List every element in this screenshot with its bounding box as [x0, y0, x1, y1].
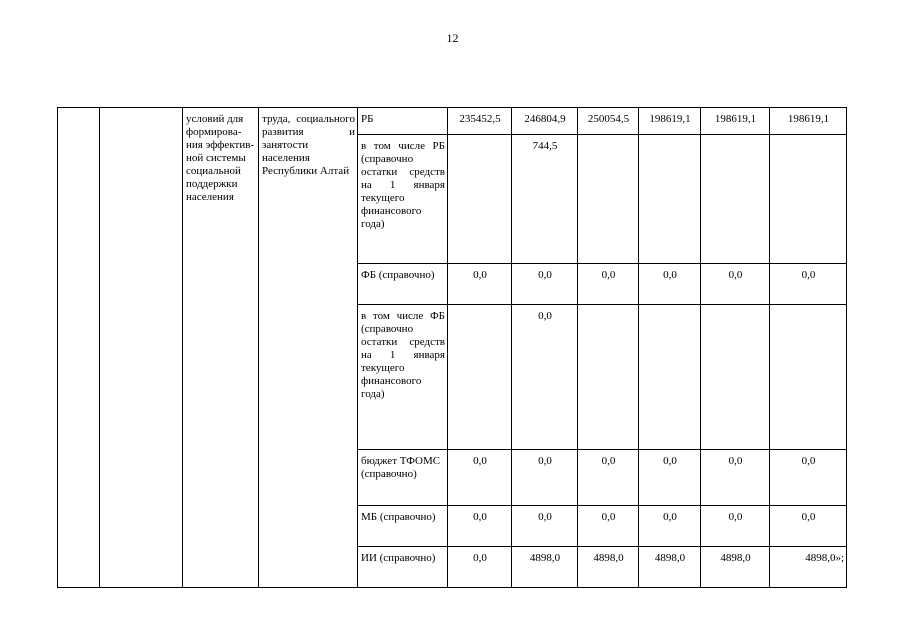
value-cell: 0,0	[770, 506, 847, 547]
value-cell: 0,0	[512, 264, 578, 305]
value-cell: 0,0	[448, 264, 512, 305]
value-cell: 0,0	[639, 264, 701, 305]
goal-cell: условий для формирова-ния эффектив-ной системы социальной поддержки населения	[183, 108, 259, 588]
value-cell: 0,0	[701, 264, 770, 305]
value-cell: 0,0	[448, 547, 512, 588]
value-cell: 0,0	[512, 450, 578, 506]
source-cell: в том числе РБ (справочно остатки средств на 1 января текущего финансового года)	[358, 135, 448, 264]
funding-table	[57, 107, 847, 588]
value-cell	[578, 135, 639, 264]
value-cell: 0,0	[701, 450, 770, 506]
source-cell: МБ (справочно)	[358, 506, 448, 547]
value-cell: 0,0	[578, 506, 639, 547]
value-cell: 0,0	[639, 506, 701, 547]
value-cell	[578, 305, 639, 450]
value-cell: 0,0	[578, 450, 639, 506]
empty-cell-number	[58, 108, 100, 588]
value-cell: 4898,0	[512, 547, 578, 588]
value-cell: 744,5	[512, 135, 578, 264]
value-cell: 4898,0»;	[770, 547, 847, 588]
value-cell: 250054,5	[578, 108, 639, 135]
source-cell: РБ	[358, 108, 448, 135]
source-cell: в том числе ФБ (справочно остатки средств на 1 января текущего финансового года)	[358, 305, 448, 450]
value-cell: 0,0	[448, 506, 512, 547]
value-cell: 235452,5	[448, 108, 512, 135]
value-cell: 198619,1	[701, 108, 770, 135]
source-cell: ФБ (справочно)	[358, 264, 448, 305]
value-cell: 198619,1	[770, 108, 847, 135]
value-cell: 246804,9	[512, 108, 578, 135]
page-number: 12	[446, 31, 459, 45]
value-cell: 0,0	[512, 506, 578, 547]
value-cell: 0,0	[448, 450, 512, 506]
value-cell	[448, 305, 512, 450]
source-cell: бюджет ТФОМС (справочно)	[358, 450, 448, 506]
value-cell	[770, 305, 847, 450]
value-cell: 198619,1	[639, 108, 701, 135]
executor-cell: труда, социального развития и занятости населения Республики Алтай	[259, 108, 358, 588]
value-cell	[770, 135, 847, 264]
value-cell: 0,0	[639, 450, 701, 506]
value-cell: 4898,0	[639, 547, 701, 588]
value-cell	[701, 305, 770, 450]
value-cell: 4898,0	[578, 547, 639, 588]
value-cell: 0,0	[578, 264, 639, 305]
empty-cell-name	[100, 108, 183, 588]
source-cell: ИИ (справочно)	[358, 547, 448, 588]
value-cell: 4898,0	[701, 547, 770, 588]
value-cell: 0,0	[512, 305, 578, 450]
value-cell: 0,0	[770, 450, 847, 506]
value-cell	[448, 135, 512, 264]
value-cell	[639, 305, 701, 450]
table-row	[58, 108, 847, 135]
value-cell	[639, 135, 701, 264]
value-cell	[701, 135, 770, 264]
value-cell: 0,0	[701, 506, 770, 547]
value-cell: 0,0	[770, 264, 847, 305]
